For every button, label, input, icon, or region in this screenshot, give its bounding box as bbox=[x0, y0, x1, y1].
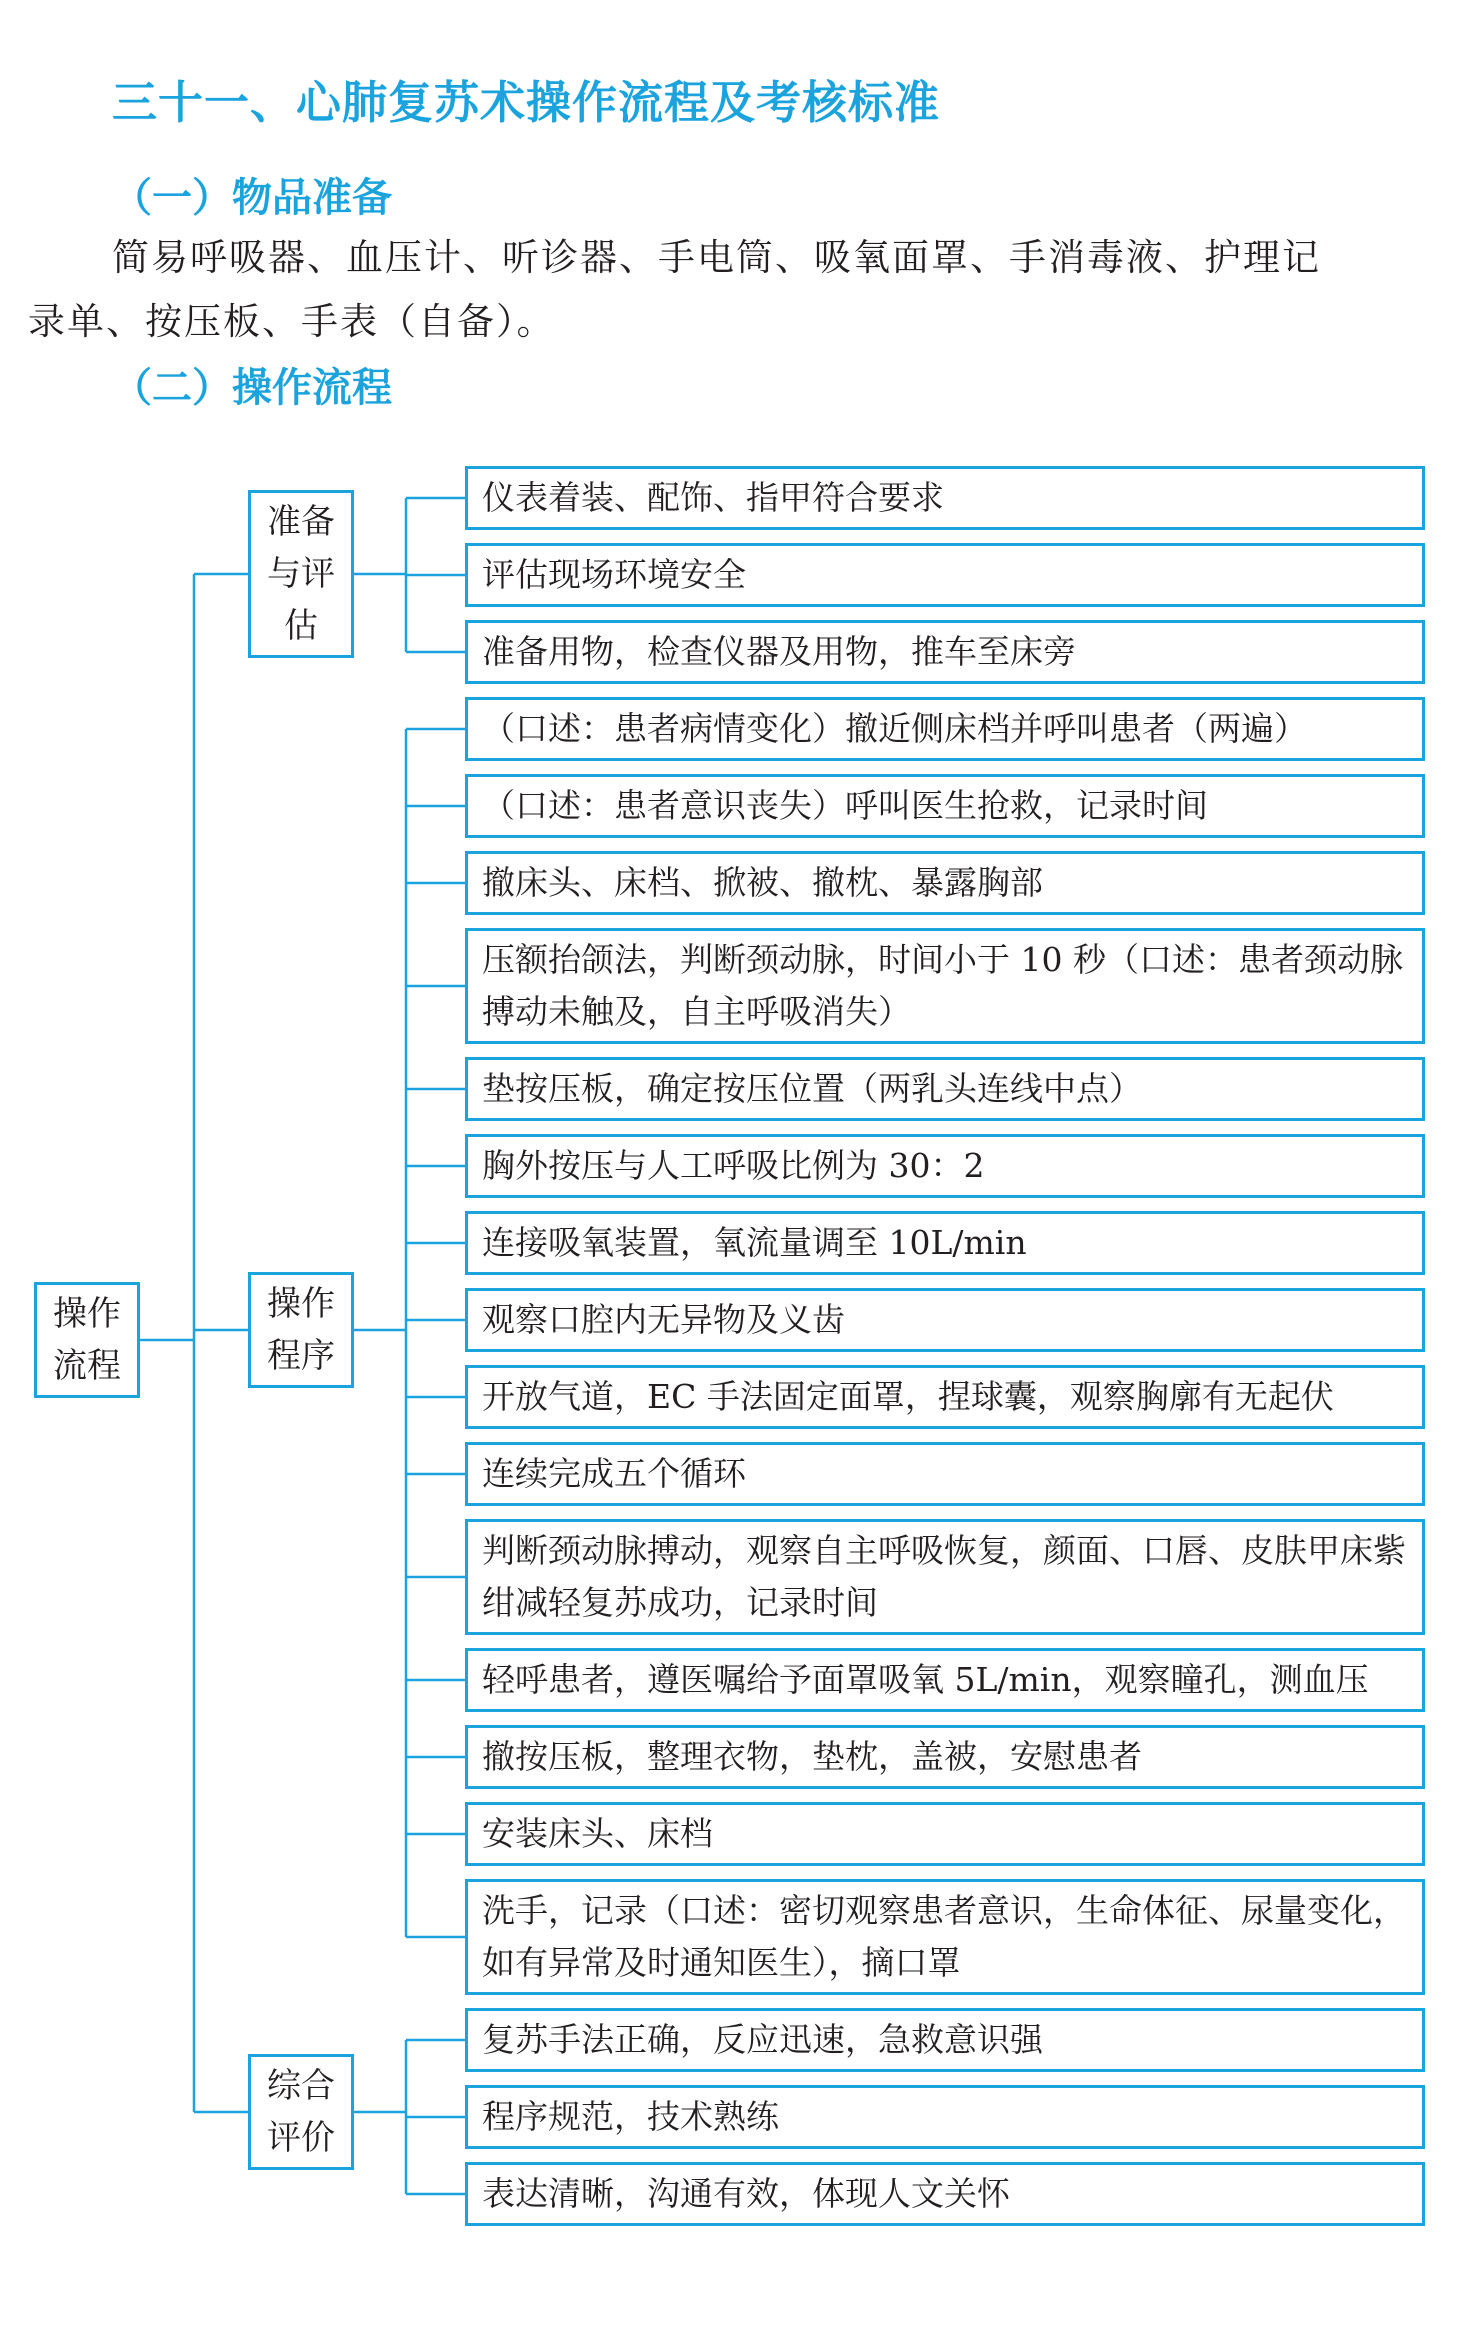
step-box bbox=[465, 1519, 1425, 1635]
step-text: 程序规范，技术熟练 bbox=[482, 2097, 779, 2136]
step-box bbox=[465, 1442, 1425, 1506]
step-text: 判断颈动脉搏动，观察自主呼吸恢复，颜面、口唇、皮肤甲床紫绀减轻复苏成功，记录时间 bbox=[482, 1531, 1406, 1622]
step-box bbox=[465, 543, 1425, 607]
group-label: 操作程序 bbox=[267, 1284, 335, 1376]
step-box bbox=[465, 928, 1425, 1044]
step-box bbox=[465, 620, 1425, 684]
step-text: 准备用物，检查仪器及用物，推车至床旁 bbox=[482, 632, 1076, 671]
step-text: 表达清晰，沟通有效，体现人文关怀 bbox=[482, 2174, 1010, 2213]
materials-paragraph-line-1: 简易呼吸器、血压计、听诊器、手电筒、吸氧面罩、手消毒液、护理记 bbox=[112, 236, 1321, 279]
step-box bbox=[465, 1648, 1425, 1712]
step-text: （口述：患者意识丧失）呼叫医生抢救，记录时间 bbox=[482, 786, 1208, 825]
step-box bbox=[465, 1879, 1425, 1995]
step-box bbox=[465, 1057, 1425, 1121]
step-text: 连接吸氧装置，氧流量调至 10L/min bbox=[482, 1223, 1027, 1262]
step-text: 复苏手法正确，反应迅速，急救意识强 bbox=[482, 2020, 1043, 2059]
step-text: （口述：患者病情变化）撤近侧床档并呼叫患者（两遍） bbox=[482, 709, 1307, 748]
step-text: 压额抬颌法，判断颈动脉，时间小于 10 秒（口述：患者颈动脉搏动未触及，自主呼吸消失） bbox=[482, 940, 1403, 1031]
group-box-evaluation bbox=[248, 2054, 354, 2170]
step-box bbox=[465, 466, 1425, 530]
group-label: 准备与评估 bbox=[267, 502, 335, 646]
step-text: 撤床头、床档、掀被、撤枕、暴露胸部 bbox=[482, 863, 1043, 902]
step-box bbox=[465, 1288, 1425, 1352]
step-text: 仪表着装、配饰、指甲符合要求 bbox=[482, 478, 944, 517]
step-box bbox=[465, 1134, 1425, 1198]
step-text: 轻呼患者，遵医嘱给予面罩吸氧 5L/min，观察瞳孔，测血压 bbox=[482, 1660, 1369, 1699]
step-box bbox=[465, 2162, 1425, 2226]
step-box bbox=[465, 851, 1425, 915]
step-text: 胸外按压与人工呼吸比例为 30：2 bbox=[482, 1146, 985, 1185]
step-text: 撤按压板，整理衣物，垫枕，盖被，安慰患者 bbox=[482, 1737, 1142, 1776]
step-box bbox=[465, 1211, 1425, 1275]
step-text: 连续完成五个循环 bbox=[482, 1454, 746, 1493]
step-box bbox=[465, 1802, 1425, 1866]
step-box bbox=[465, 1725, 1425, 1789]
flow-root-label: 操作流程 bbox=[53, 1294, 121, 1386]
group-label: 综合评价 bbox=[267, 2066, 335, 2158]
step-text: 评估现场环境安全 bbox=[482, 555, 746, 594]
step-text: 安装床头、床档 bbox=[482, 1814, 713, 1853]
section-heading-materials: （一）物品准备 bbox=[112, 175, 392, 221]
group-box-prep-assess bbox=[248, 490, 354, 658]
step-text: 开放气道，EC 手法固定面罩，捏球囊，观察胸廓有无起伏 bbox=[482, 1377, 1334, 1416]
step-text: 洗手，记录（口述：密切观察患者意识，生命体征、尿量变化，如有异常及时通知医生），摘口罩 bbox=[482, 1891, 1406, 1982]
section-heading-procedure: （二）操作流程 bbox=[112, 365, 392, 411]
step-box bbox=[465, 774, 1425, 838]
group-box-operation bbox=[248, 1272, 354, 1388]
step-box bbox=[465, 2008, 1425, 2072]
step-box bbox=[465, 1365, 1425, 1429]
step-box bbox=[465, 697, 1425, 761]
page-title: 三十一、心肺复苏术操作流程及考核标准 bbox=[112, 76, 941, 129]
materials-paragraph-line-2: 录单、按压板、手表（自备）。 bbox=[28, 300, 556, 343]
step-text: 观察口腔内无异物及义齿 bbox=[482, 1300, 845, 1339]
step-text: 垫按压板，确定按压位置（两乳头连线中点） bbox=[482, 1069, 1142, 1108]
flow-root-box bbox=[34, 1282, 140, 1398]
step-box bbox=[465, 2085, 1425, 2149]
